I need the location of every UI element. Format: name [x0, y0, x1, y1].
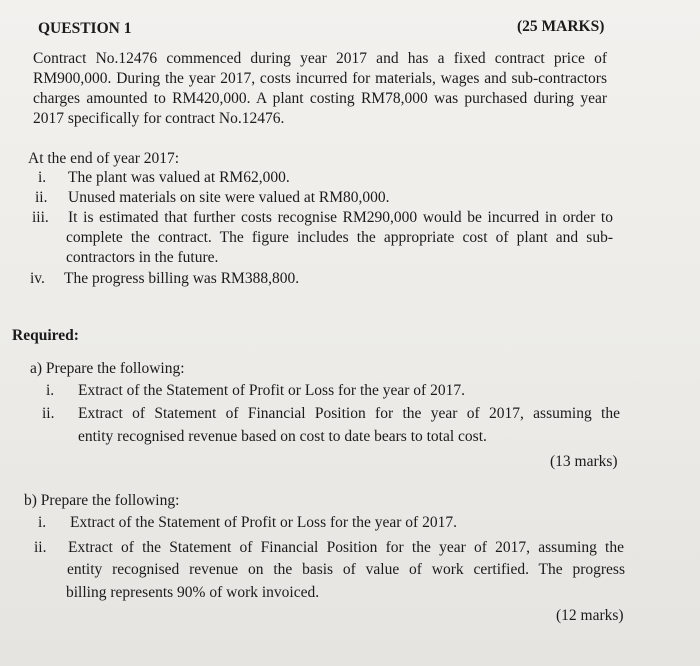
year-end-item-3-line-2: complete the contract. The figure includes the appropriate cost of plant and sub-	[66, 229, 613, 246]
question-title: QUESTION 1	[38, 20, 132, 37]
year-end-item-3-line-1: It is estimated that further costs recognise RM290,000 would be incurred in order to	[68, 209, 613, 226]
year-end-heading: At the end of year 2017:	[28, 150, 180, 167]
part-b-label: b) Prepare the following:	[24, 492, 180, 509]
year-end-item-3-line-3: contractors in the future.	[66, 249, 219, 266]
part-a-label: a) Prepare the following:	[30, 360, 185, 377]
part-b-item-1: Extract of the Statement of Profit or Loss for the year of 2017.	[70, 514, 457, 531]
item-number: ii.	[35, 189, 48, 206]
item-number: ii.	[42, 405, 55, 422]
item-number: i.	[46, 382, 55, 399]
intro-line-3: charges amounted to RM420,000. A plant costing RM78,000 was purchased during year	[33, 90, 607, 107]
item-number: i.	[38, 169, 47, 186]
item-number: iii.	[32, 209, 49, 226]
item-number: i.	[38, 514, 47, 531]
item-number: ii.	[34, 539, 47, 556]
part-b-marks: (12 marks)	[556, 607, 624, 624]
part-b-item-2-line-1: Extract of the Statement of Financial Position for the year of 2017, assuming the	[68, 539, 624, 556]
part-b-item-2-line-3: billing represents 90% of work invoiced.	[66, 584, 320, 601]
part-a-marks: (13 marks)	[550, 453, 618, 470]
year-end-item-2: Unused materials on site were valued at RM80,000.	[68, 189, 390, 206]
part-a-item-2-line-2: entity recognised revenue based on cost to date bears to total cost.	[78, 428, 487, 445]
required-heading: Required:	[12, 327, 79, 344]
intro-line-1: Contract No.12476 commenced during year 2017 and has a fixed contract price of	[33, 50, 607, 67]
year-end-item-4: The progress billing was RM388,800.	[64, 270, 300, 287]
intro-line-2: RM900,000. During the year 2017, costs incurred for materials, wages and sub-contractors	[33, 70, 607, 87]
item-number: iv.	[30, 270, 45, 287]
question-marks: (25 MARKS)	[517, 18, 605, 35]
year-end-item-1: The plant was valued at RM62,000.	[68, 169, 290, 186]
part-b-item-2-line-2: entity recognised revenue on the basis of value of work certified. The progress	[67, 561, 625, 578]
part-a-item-1: Extract of the Statement of Profit or Loss for the year of 2017.	[78, 382, 465, 399]
intro-line-4: 2017 specifically for contract No.12476.	[33, 110, 285, 127]
part-a-item-2-line-1: Extract of Statement of Financial Position for the year of 2017, assuming the	[78, 405, 620, 422]
